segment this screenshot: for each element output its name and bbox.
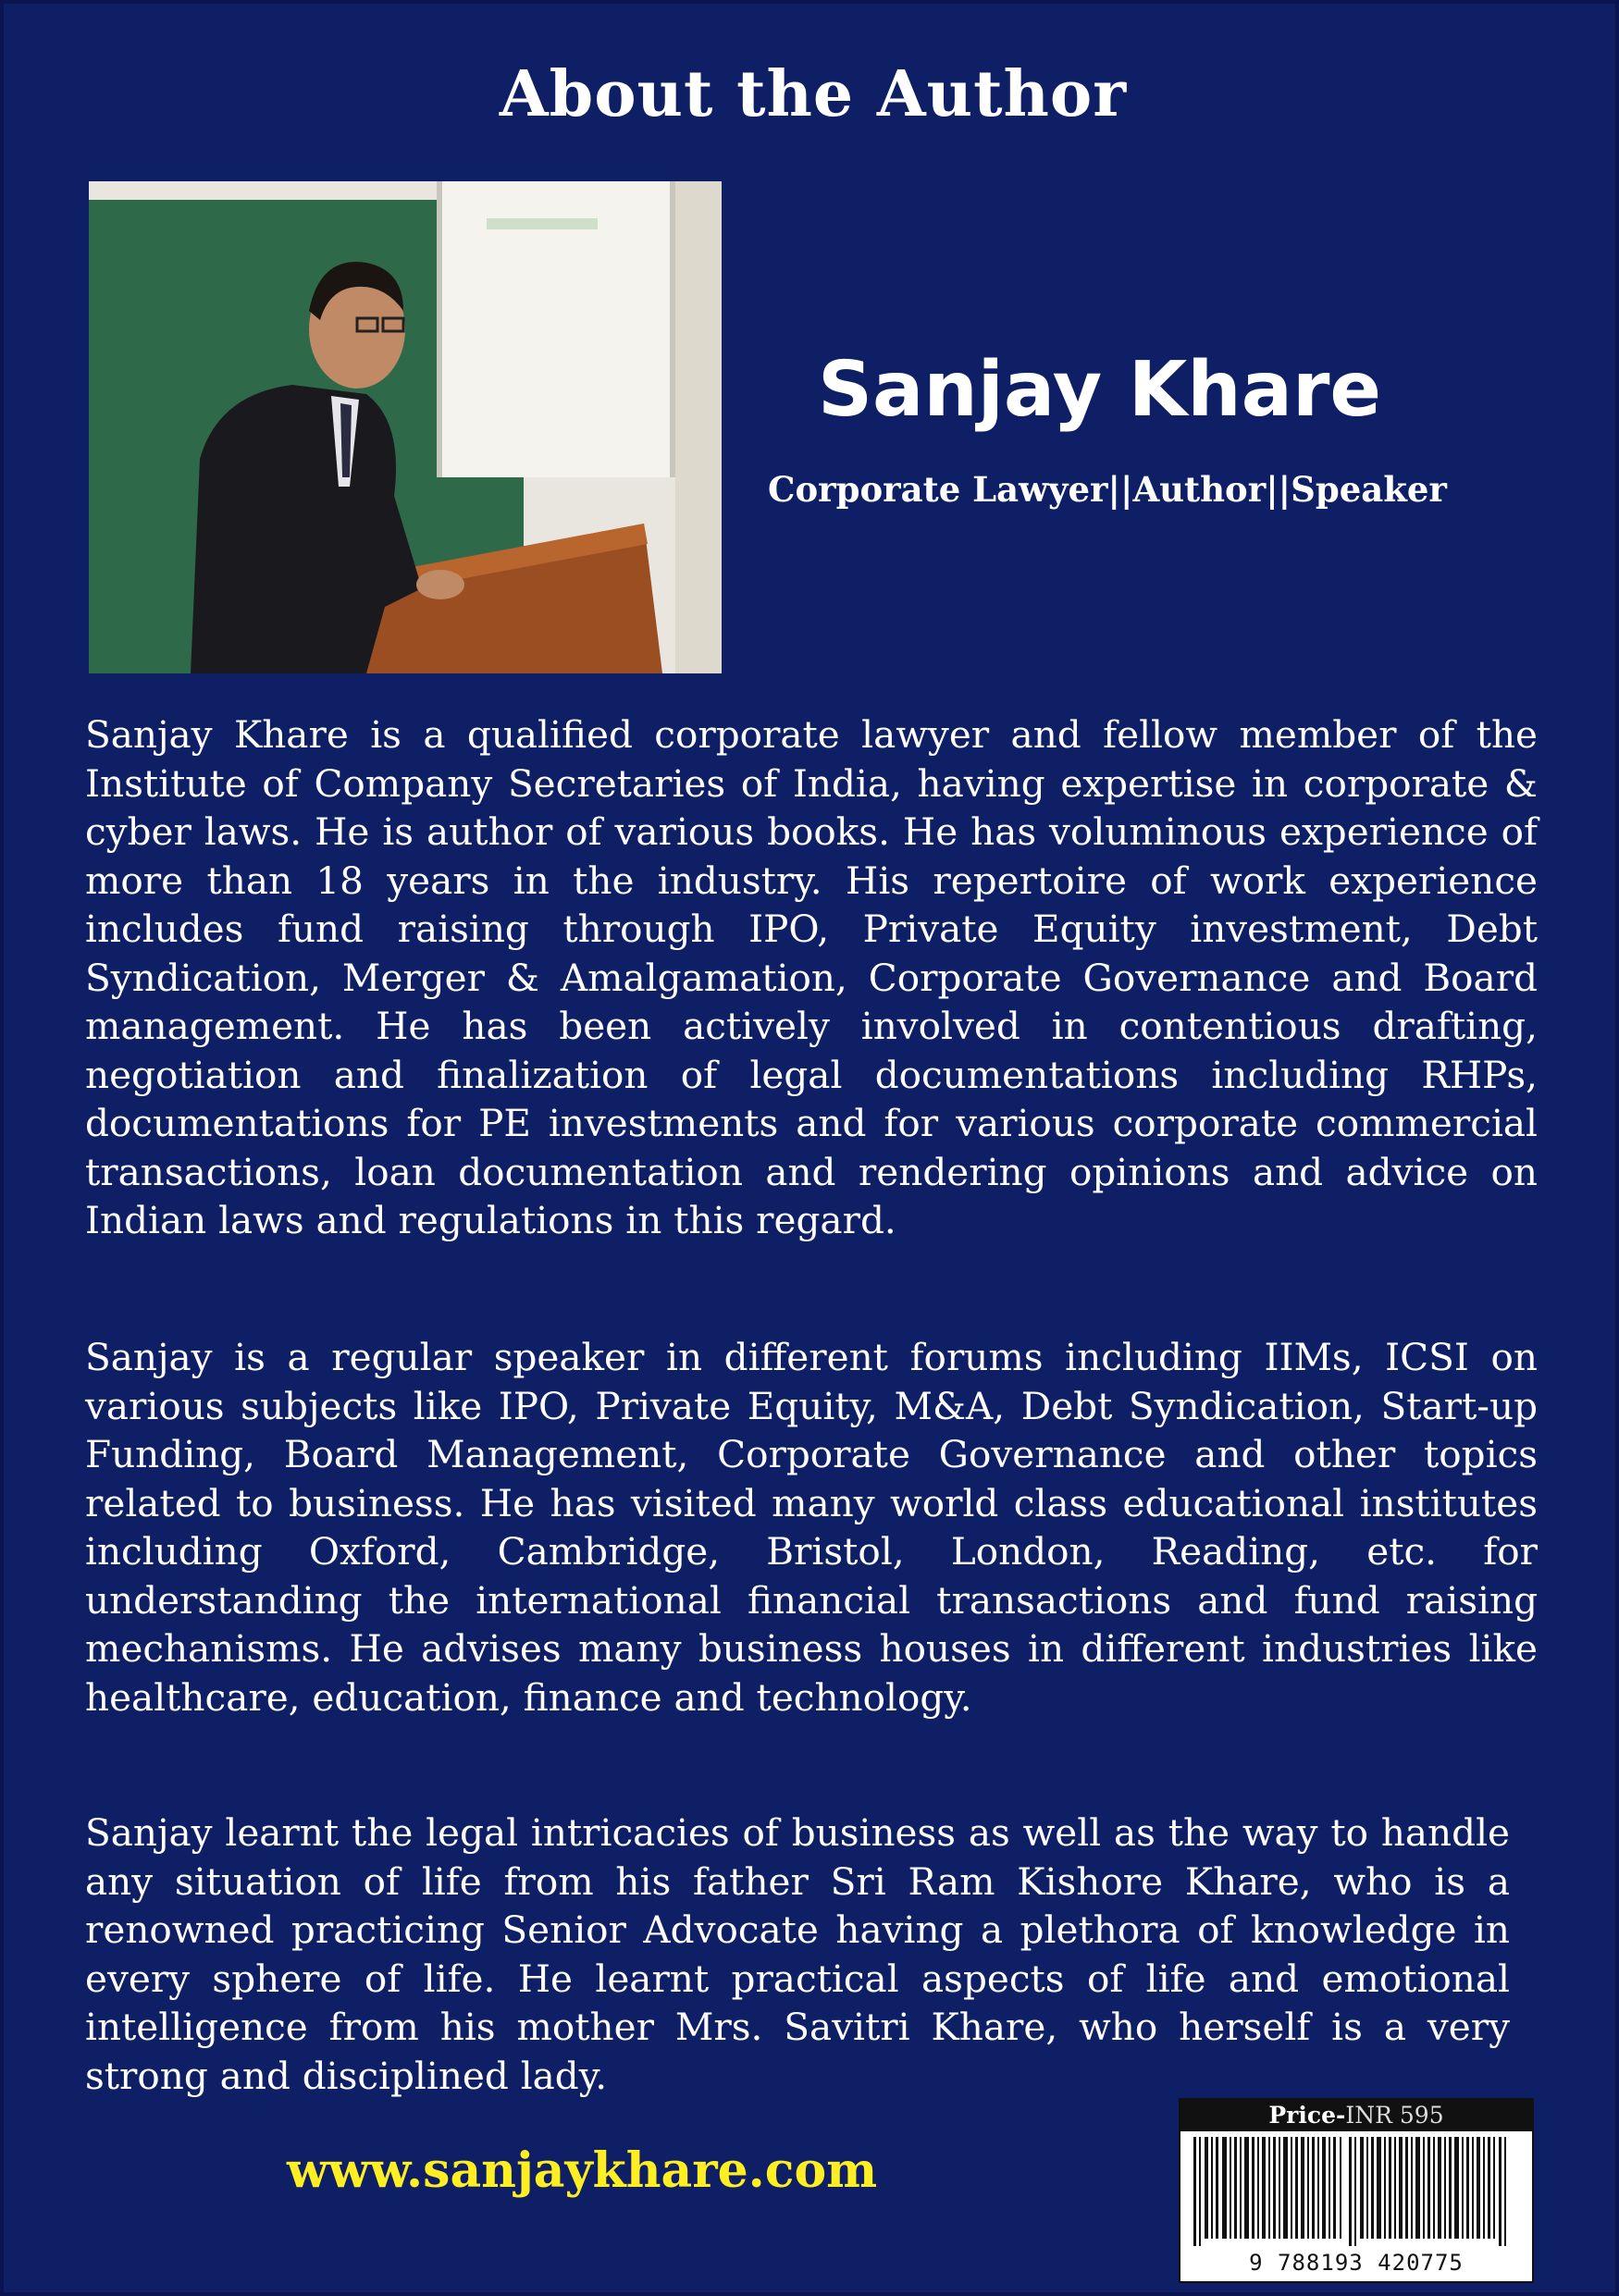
- price-prefix: Price-: [1268, 2102, 1346, 2129]
- author-photo: [89, 181, 722, 673]
- price-value: INR 595: [1345, 2102, 1444, 2129]
- isbn-number: 9 788193 420775: [1249, 2250, 1464, 2276]
- page-title: About the Author: [499, 57, 1128, 131]
- isbn-barcode: [1179, 2098, 1534, 2283]
- bio-paragraph: Sanjay learnt the legal intricacies of business as well as the way to handle any situation of life from his father Sri Ram Kishore Khare, who is a renowned practicing Senior Advocate having a plethora of knowledge in every sphere of life. He learnt practical aspects of life and emotional intelligence from his mother Mrs. Savitri Khare, who herself is a very strong and disciplined lady.: [85, 1810, 1510, 2098]
- price-label: [1180, 2100, 1532, 2131]
- author-name: Sanjay Khare: [818, 346, 1381, 434]
- bio-paragraph: Sanjay is a regular speaker in different forums including IIMs, ICSI on various subjects like IPO, Private Equity, M&A, Debt Syndication, Start-up Funding, Board Management, Corporate Governance and other topics related to business. He has visited many world class educational institutes including Oxford, Cambridge, Bristol, London, Reading, etc. for understanding the international financial transactions and fund raising mechanisms. He advises many business houses in different industries like healthcare, education, finance and technology.: [85, 1335, 1538, 1720]
- author-roles: Corporate Lawyer||Author||Speaker: [768, 469, 1447, 510]
- bio-paragraph: Sanjay Khare is a qualified corporate lawyer and fellow member of the Institute of Company Secretaries of India, having expertise in corporate & cyber laws. He is author of various books. He has voluminous experience of more than 18 years in the industry. His repertoire of work experience includes fund raising through IPO, Private Equity investment, Debt Syndication, Merger & Amalgamation, Corporate Governance and Board management. He has been actively involved in contentious drafting, negotiation and finalization of legal documentations including RHPs, documentations for PE investments and for various corporate commercial transactions, loan documentation and rendering opinions and advice on Indian laws and regulations in this regard.: [85, 712, 1538, 1242]
- website-link[interactable]: www.sanjaykhare.com: [287, 2142, 878, 2199]
- barcode-bars: [1193, 2137, 1523, 2246]
